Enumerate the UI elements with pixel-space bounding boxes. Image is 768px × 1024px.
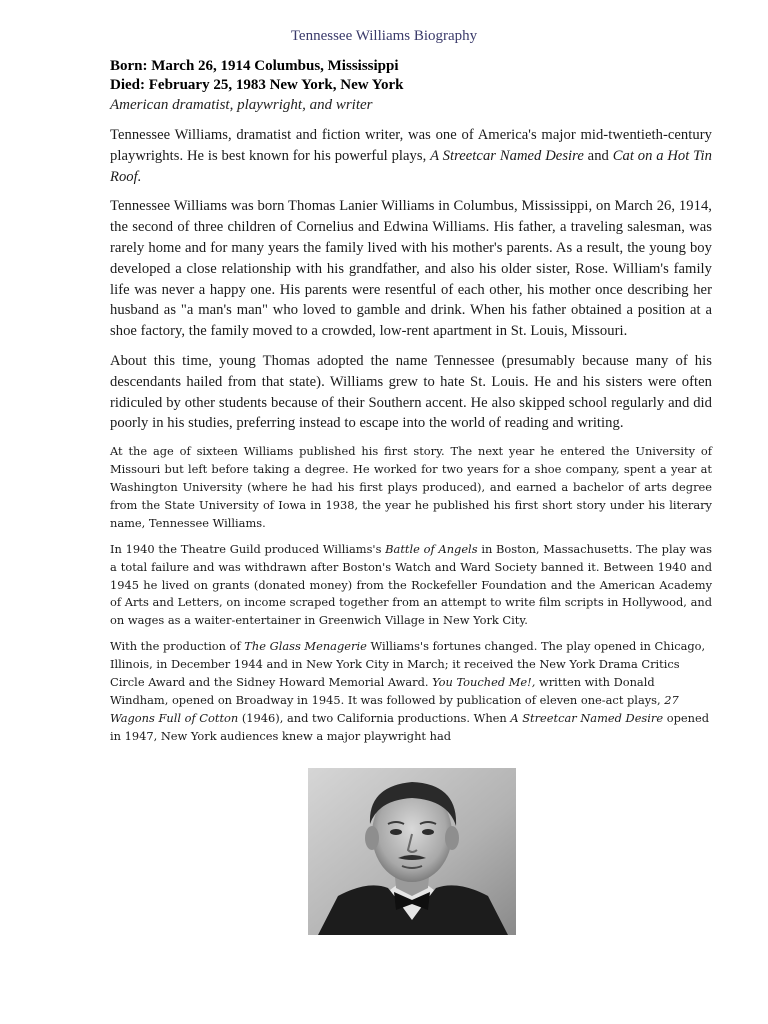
p6-title-touched: You Touched Me!, <box>432 675 536 690</box>
p1-title-cat: Cat on a Hot Tin Roof. <box>110 147 712 185</box>
p6-title-glass: The Glass Menagerie <box>244 639 367 654</box>
p6-title-streetcar: A Streetcar Named Desire <box>510 710 664 725</box>
paragraph-4: At the age of sixteen Williams published his first story. The next year he entered the University of Missouri but left before taking a degree. He worked for two years for a shoe company, spent a year at Washington University (where he had his first plays produced), and earned a bachelor of arts degree from the State University of Iowa in 1938, the year he published his first short story under his literary name, Tennessee Williams. <box>110 444 712 530</box>
subtitle: American dramatist, playwright, and writer <box>110 97 373 113</box>
portrait-photo <box>308 768 516 935</box>
document-title: Tennessee Williams Biography <box>290 28 478 44</box>
p1-title-streetcar: A Streetcar Named Desire <box>430 147 584 164</box>
paragraph-6 <box>110 638 712 745</box>
p6-text-a: With the production of <box>110 639 245 654</box>
born-line: Born: March 26, 1914 Columbus, Mississippi <box>110 58 399 74</box>
paragraph-1 <box>110 125 712 187</box>
portrait-illustration <box>308 768 516 935</box>
p5-title-battle: Battle of Angels <box>385 541 478 556</box>
p1-text-a: Tennessee Williams, dramatist and fiction writer, was one of America's major mid-twentieth-century playwrights. He is best known for his powerful plays, <box>110 127 712 164</box>
paragraph-3: About this time, young Thomas adopted the name Tennessee (presumably because many of his descendants hailed from that state). Williams grew to hate St. Louis. He and his sisters were often ridiculed by other students because of their Southern accent. He also skipped school regularly and did poorly in his studies, preferring instead to escape into the world of reading and writing. <box>110 352 712 432</box>
paragraph-5 <box>110 541 712 631</box>
paragraph-2: Tennessee Williams was born Thomas Lanier Williams in Columbus, Mississippi, on March 26, 1914, the second of three children of Cornelius and Edwina Williams. His father, a traveling salesman, was rarely home and for many years the family lived with his mother's parents. As a result, the young boy developed a close relationship with his grandfather, and also his older sister, Rose. William's family life was never a happy one. His parents were resentful of each other, his mother once describing her husband as "a man's man" who loved to gamble and drink. When his father obtained a position at a shoe factory, the family moved to a crowded, low-rent apartment in St. Louis, Missouri. <box>110 198 712 340</box>
p6-title-wagons: 27 Wagons Full of Cotton <box>110 692 679 725</box>
p6-text-c: written with Donald Windham, opened on Broadway in 1945. It was followed by publication of eleven one-act plays, <box>110 675 665 707</box>
died-line: Died: February 25, 1983 New York, New York <box>110 77 404 93</box>
p5-text-b: in Boston, Massachusetts. The play was a total failure and was withdrawn after Boston's Watch and Ward Society banned it. Between 1940 and 1945 he lived on grants (donated money) from the Rockefeller Foundation and the American Academy of Arts and Letters, on income scraped together from an attempt to write film scripts in Hollywood, and on wages as a waiter-entertainer in Greenwich Village in New York City. <box>110 541 712 628</box>
p5-text-a: In 1940 the Theatre Guild produced Williams's <box>110 541 386 556</box>
p1-text-b: and <box>583 147 613 164</box>
p6-text-b: Williams's fortunes changed. The play opened in Chicago, Illinois, in December 1944 and in New York City in March; it received the New York Drama Critics Circle Award and the Sidney Howard Memorial Award. <box>110 639 706 690</box>
p6-text-d: (1946), and two California productions. When <box>238 710 511 725</box>
p6-text-e: opened in 1947, New York audiences knew a major playwright had <box>110 710 709 743</box>
